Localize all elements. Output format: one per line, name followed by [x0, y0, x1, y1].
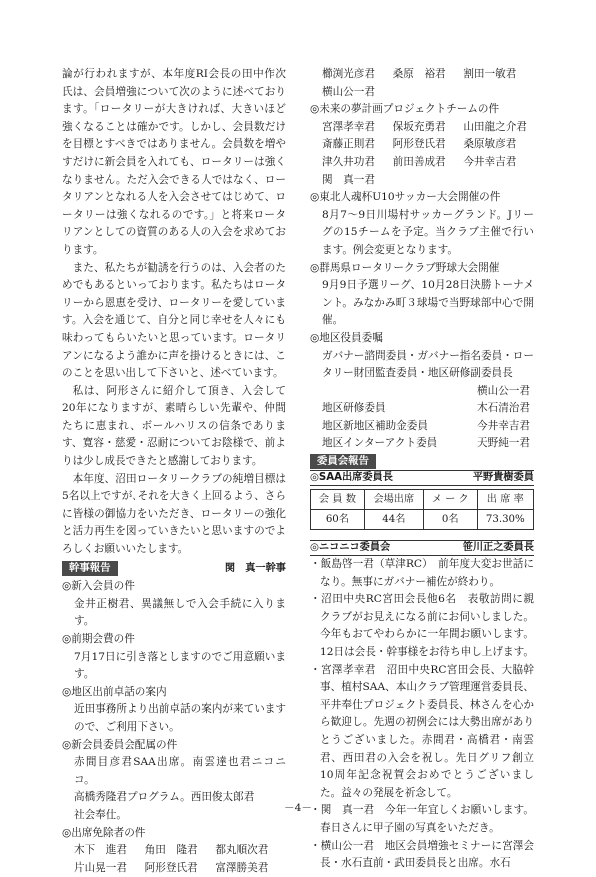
- attendance-table: [310, 489, 534, 530]
- attendance-value: 0名: [423, 510, 477, 530]
- left-column: [62, 66, 286, 877]
- attendance-value-row: [311, 510, 534, 530]
- member-name: 今井幸吉君: [463, 155, 517, 168]
- committee-report-header: [310, 454, 534, 469]
- body-paragraph: また、私たちが勧誘を行うのは、入会者のためでもあるといっております。私たちはロータリーから恩恵を受け、ロータリーを愛しています。入会を通じて、自分と同じ幸せを人々にも味わってもらいたいと思っています。ロータリアンになるよう誰かに声を掛けるときには、このことを思い出して下さいと、述べています。: [62, 261, 286, 380]
- member-name: 今井幸吉君: [477, 419, 530, 432]
- report-item-title: ◎出席免除者の件: [62, 826, 146, 839]
- nico-title: ◎ニコニコ委員会: [310, 542, 391, 554]
- saa-chair: 平野貴樹委員: [472, 472, 534, 484]
- report-item-body: 9月9日予選リーグ、10月28日決勝トーナメント。みなかみ町３球場で当野球部中心で開催。: [322, 279, 534, 327]
- nico-message: ・関 真一君 今年一年宜しくお願いします。春日さんに甲子園の写真をいただき。: [310, 804, 534, 834]
- name-row: [62, 860, 286, 877]
- member-name: 阿形登氏君: [144, 861, 198, 874]
- member-name: 前田善成君: [392, 155, 446, 168]
- member-name: 阿形登氏君: [392, 138, 446, 151]
- member-name: 宮澤孝幸君: [322, 120, 375, 133]
- member-name: 富澤勝美君: [215, 861, 269, 874]
- nico-chair: 笹川正之委員長: [462, 542, 534, 554]
- member-name: 横山公一君: [477, 384, 530, 397]
- member-name: 角田 隆君: [144, 844, 198, 857]
- report-item-title: ◎新会員委員会配属の件: [62, 738, 178, 751]
- saa-title: ◎SAA出席委員長: [310, 472, 393, 484]
- report-item-body: 7月17日に引き落としますのでご用意願います。: [74, 650, 286, 681]
- role-row: [310, 435, 534, 453]
- secretary-name: 関 真一幹事: [224, 562, 286, 574]
- report-item-body: ガバナー諮問委員・ガバナー指名委員・ロータリー財団監査委員・地区研修副委員長: [322, 349, 534, 380]
- attendance-value: 60名: [311, 510, 365, 530]
- nico-header-bar: [310, 540, 534, 556]
- member-name: 斎藤正則君: [322, 138, 375, 151]
- page-number: －4－: [284, 802, 312, 814]
- member-name: 木下 進君: [74, 844, 127, 857]
- right-column: [310, 66, 534, 873]
- body-paragraph: 論が行われますが、本年度RI会長の田中作次氏は、会員増強について次のように述べております。「ロータリーが大きければ、大きいほど強くなることは確かです。しかし、会員数だけを目標とすべきではありません。会員数を増やすだけに新会員を入れても、ロータリーは強くなりません。ただ入会できる人ではなく、ロータリアンとなれる人を入会させてはじめて、ロータリーは強くなれるのです。」と将来ロータリアンとしての資質のある人の入会を求めております。: [62, 68, 286, 256]
- member-name: 都丸順次君: [215, 844, 269, 857]
- report-item-body: 金井正樹君、異議無しで入会手続に入ります。: [74, 597, 286, 628]
- attendance-header: 会場出席: [364, 490, 423, 510]
- secretary-report-tag: 幹事報告: [62, 561, 118, 576]
- attendance-value: 44名: [364, 510, 423, 530]
- committee-report-tag: 委員会報告: [310, 454, 376, 469]
- nico-message: ・横山公一君 地区会員増強セミナーに宮澤会長・水石直前・武田委員長と出席。水石: [310, 839, 534, 870]
- report-item-title: ◎群馬県ロータリークラブ野球大会開催: [310, 261, 500, 274]
- attendance-header: 会 員 数: [311, 490, 365, 510]
- name-row: [310, 66, 534, 84]
- member-name: 関 真一君: [322, 173, 375, 186]
- report-item-body: 社会奉仕。: [74, 808, 127, 821]
- member-name: 山田龍之介君: [463, 120, 527, 133]
- report-item-title: ◎前期会費の件: [62, 633, 135, 645]
- report-item-title: ◎地区役員委嘱: [310, 331, 383, 344]
- role-row: [310, 400, 534, 418]
- report-item-title: ◎地区出前卓話の案内: [62, 685, 167, 698]
- member-name: 津久井功君: [322, 155, 375, 168]
- member-name: 木石清治君: [477, 402, 530, 415]
- member-name: 片山晃一君: [74, 861, 127, 874]
- report-item-title: ◎新入会員の件: [62, 580, 135, 593]
- secretary-report-header: [62, 560, 286, 578]
- report-item-title: ◎未来の夢計画プロジェクトチームの件: [310, 103, 500, 116]
- report-item-body: 高橋秀隆君プログラム。西田俊太郎君: [74, 791, 255, 804]
- report-item-body: 8月7～9日川場村サッカーグランド。Jリーグの15チームを予定。当クラブ主催で行います。例会変更となります。: [322, 208, 534, 256]
- attendance-header: 出 席 率: [477, 490, 533, 510]
- role-label: 地区研修委員: [322, 402, 386, 415]
- name-row: [310, 119, 534, 137]
- report-item-body: 赤間目彦君SAA出席。南雲達也君ニコニコ。: [74, 756, 286, 786]
- attendance-header: メ ー ク: [423, 490, 477, 510]
- name-row: [62, 842, 286, 860]
- nico-message: ・飯島啓一君（草津RC） 前年度大変お世話になり。無事にガバナー補佐が終わり。: [310, 558, 534, 588]
- body-paragraph: 私は、阿形さんに紹介して頂き、入会して20年になりますが、素晴らしい先輩や、仲間たちに恵まれ、ボールハリスの信条であります、寛容・慈愛・忍耐についてお陰様で、前よりは少し成長できたと感謝しております。: [62, 384, 286, 468]
- report-item-body: 近田事務所より出前卓話の案内が来ていますので、ご利用下さい。: [74, 703, 286, 733]
- member-name: 割田一敏君: [463, 68, 517, 80]
- body-paragraph: 本年度、沼田ロータリークラブの純増目標は5名以上ですが､それを大きく上回るよう、さらに皆様の御協力をいただき、ロータリーの強化と活力再生を図っていきたいと思いますのでよろしくお願いいたします。: [62, 472, 286, 556]
- member-name: 横山公一君: [322, 85, 375, 98]
- nico-message: ・宮澤孝幸君 沼田中央RC宮田会長、大脇幹事、植村SAA、本山クラブ管理運営委員長、平井奉仕プロジェクト委員長、林さんを心から歓迎し。先週の初例会には大勢出席がありとうございました。赤間君・高橋君・南雲君、西田君の入会を祝し。先日グリフ創立10周年記念祝賀会おめでとうございました。益々の発展を祈念して。: [310, 663, 534, 799]
- name-row: [310, 154, 534, 172]
- saa-header-bar: [310, 470, 534, 486]
- member-name: 保坂充勇君: [392, 120, 446, 133]
- nico-message: ・沼田中央RC宮田会長他6名 表敬訪問に親クラブがお見えになる前にお伺いしました。今年もおてやわらかに一年間お願いします。12日は会長・幹事様をお待ち申し上げます。: [310, 593, 534, 659]
- member-name: 桑原敏彦君: [463, 138, 517, 151]
- role-label: 地区インターアクト委員: [322, 437, 438, 450]
- attendance-value: 73.30%: [477, 510, 533, 530]
- name-row: [310, 136, 534, 154]
- role-row: [310, 418, 534, 436]
- attendance-header-row: [311, 490, 534, 510]
- member-name: 天野純一君: [477, 437, 530, 450]
- report-item-title: ◎東北人魂杯U10サッカー大会開催の件: [310, 191, 501, 204]
- member-name: 櫛渕光彦君: [322, 68, 375, 80]
- member-name: 桑原 裕君: [392, 68, 446, 80]
- role-label: 地区新地区補助金委員: [322, 419, 428, 432]
